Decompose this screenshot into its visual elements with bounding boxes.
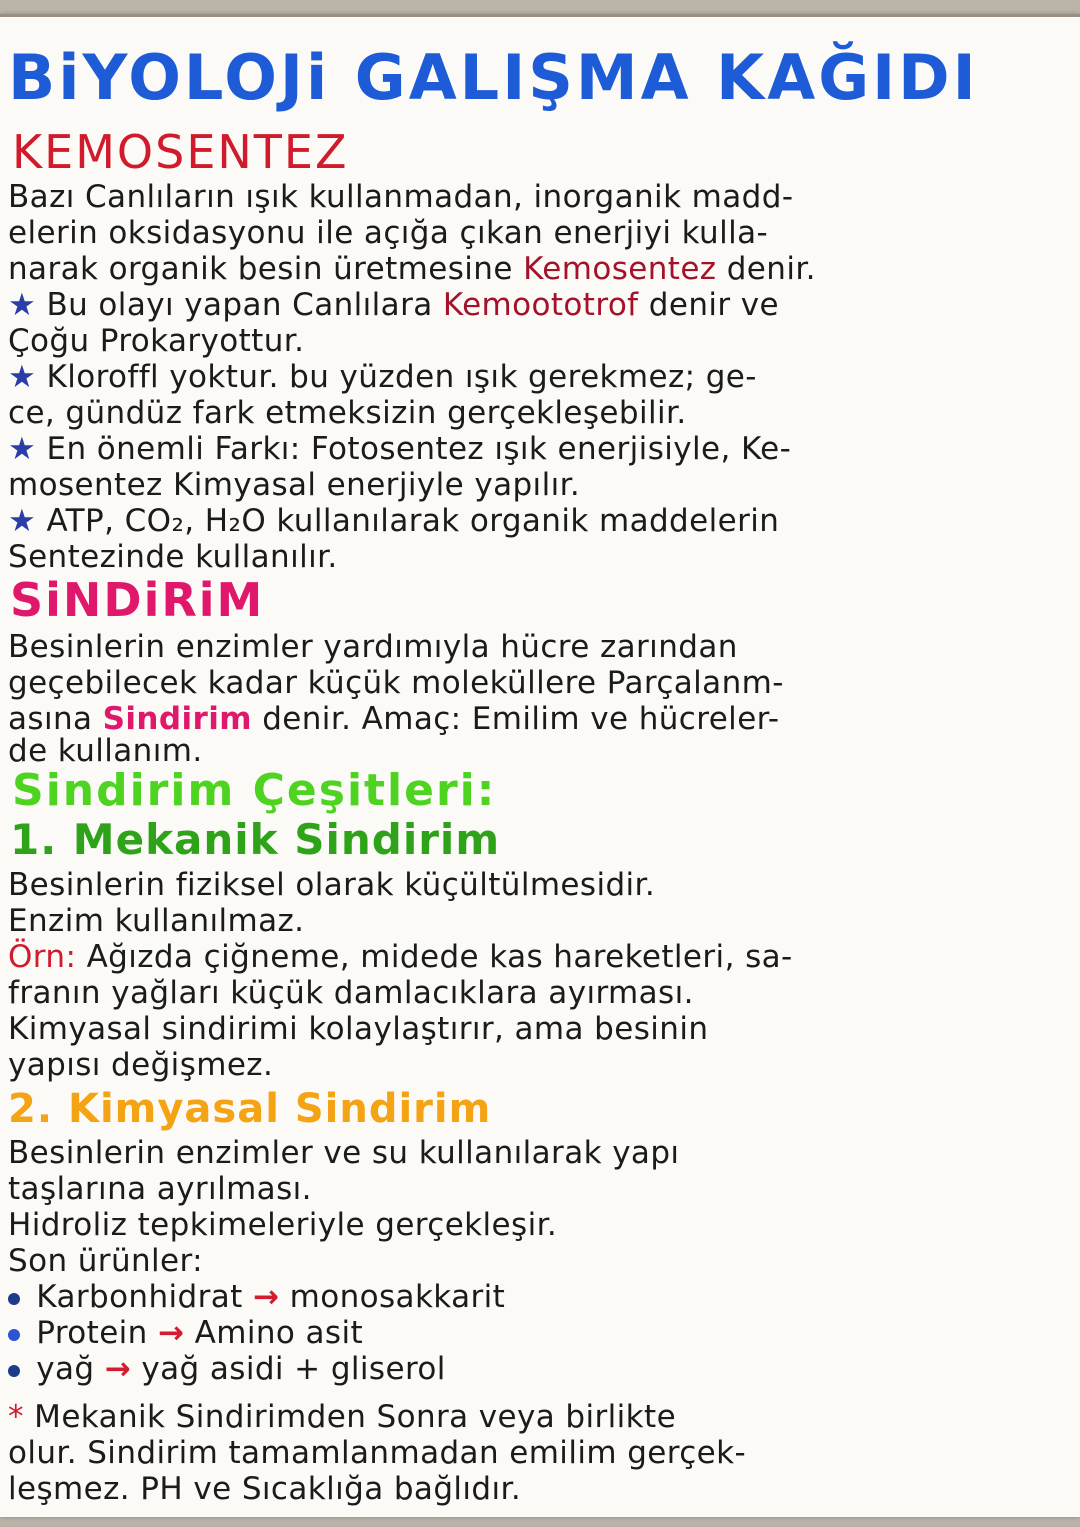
- text-line: [8, 359, 757, 395]
- text-line: ce, gündüz fark etmeksizin gerçekleşebilir.: [8, 395, 687, 431]
- text-line: Besinlerin fiziksel olarak küçültülmesidir.: [8, 867, 656, 903]
- text-line: olur. Sindirim tamamlanmadan emilim gerçek-: [8, 1435, 747, 1471]
- text-line: [8, 431, 791, 467]
- text-line: mosentez Kimyasal enerjiyle yapılır.: [8, 467, 581, 503]
- text-line: leşmez. PH ve Sıcaklığa bağlıdır.: [8, 1471, 522, 1507]
- text-line: [8, 1399, 676, 1435]
- text-line-part: Ağızda çiğneme, midede kas hareketleri, sa-: [86, 939, 793, 975]
- text-line-part: Mekanik Sindirimden Sonra veya birlikte: [34, 1399, 677, 1435]
- text-line: yapısı değişmez.: [8, 1047, 274, 1083]
- product-from: yağ: [36, 1351, 95, 1387]
- text-line: taşlarına ayrılması.: [8, 1171, 312, 1207]
- text-line: [8, 503, 779, 539]
- heading-kemosentez: KEMOSENTEZ: [12, 125, 349, 179]
- product-to: yağ asidi + gliserol: [141, 1351, 446, 1387]
- text-line-part: asına: [8, 701, 93, 737]
- arrow-right-icon: →: [252, 1279, 280, 1315]
- bullet-icon: [8, 1293, 20, 1305]
- star-icon: ★: [8, 287, 37, 323]
- text-line-part: denir.: [726, 251, 816, 287]
- bullet-icon: [8, 1365, 20, 1377]
- text-line: Kimyasal sindirimi kolaylaştırır, ama besinin: [8, 1011, 709, 1047]
- text-line: Sentezinde kullanılır.: [8, 539, 338, 575]
- text-line-part: Kloroffl yoktur. bu yüzden ışık gerekmez; ge-: [46, 359, 757, 395]
- list-item: [8, 1279, 505, 1315]
- text-line: de kullanım.: [8, 733, 203, 769]
- bullet-icon: [8, 1329, 20, 1341]
- text-line: [8, 287, 779, 323]
- star-icon: ★: [8, 431, 37, 467]
- text-line-part: denir ve: [648, 287, 779, 323]
- page-title: BiYOLOJi GALIŞMA KAĞIDI: [8, 41, 979, 114]
- term-sindirim: Sindirim: [102, 701, 252, 737]
- product-from: Karbonhidrat: [36, 1279, 243, 1315]
- text-line-part: En önemli Farkı: Fotosentez ışık enerjisiyle, Ke-: [46, 431, 792, 467]
- product-to: Amino asit: [194, 1315, 364, 1351]
- arrow-right-icon: →: [104, 1351, 132, 1387]
- text-line-part: ATP, CO₂, H₂O kullanılarak organik maddelerin: [46, 503, 780, 539]
- text-line: [8, 251, 816, 287]
- arrow-right-icon: →: [158, 1315, 185, 1351]
- text-line-part: Bu olayı yapan Canlılara: [46, 287, 433, 323]
- text-line: Besinlerin enzimler ve su kullanılarak yapı: [8, 1135, 680, 1171]
- text-line: geçebilecek kadar küçük moleküllere Parçalanm-: [8, 665, 784, 701]
- heading-sindirim: SiNDiRiM: [10, 573, 265, 627]
- text-line: Çoğu Prokaryottur.: [8, 323, 305, 359]
- heading-mekanik-sindirim: 1. Mekanik Sindirim: [10, 815, 501, 864]
- text-line: [8, 939, 793, 975]
- text-line: franın yağları küçük damlacıklara ayırması.: [8, 975, 694, 1011]
- term-kemosentez: Kemosentez: [523, 251, 717, 287]
- text-line: [8, 701, 779, 737]
- text-line: Son ürünler:: [8, 1243, 203, 1279]
- list-item: [8, 1351, 446, 1387]
- text-line: elerin oksidasyonu ile açığa çıkan enerjiyi kulla-: [8, 215, 769, 251]
- star-icon: ★: [8, 359, 37, 395]
- product-to: monosakkarit: [289, 1279, 506, 1315]
- asterisk-icon: *: [8, 1399, 24, 1435]
- heading-kimyasal-sindirim: 2. Kimyasal Sindirim: [8, 1086, 492, 1132]
- text-line-part: denir. Amaç: Emilim ve hücreler-: [262, 701, 780, 737]
- product-from: Protein: [36, 1315, 148, 1351]
- text-line: Besinlerin enzimler yardımıyla hücre zarından: [8, 629, 738, 665]
- text-line-part: narak organik besin üretmesine: [8, 251, 513, 287]
- term-kemoototrof: Kemoototrof: [442, 287, 639, 323]
- example-label: Örn:: [8, 939, 77, 975]
- text-line: Bazı Canlıların ışık kullanmadan, inorganik madd-: [8, 179, 794, 215]
- star-icon: ★: [8, 503, 37, 539]
- heading-sindirim-cesitleri: Sindirim Çeşitleri:: [12, 765, 497, 816]
- list-item: [8, 1315, 363, 1351]
- text-line: Hidroliz tepkimeleriyle gerçekleşir.: [8, 1207, 558, 1243]
- text-line: Enzim kullanılmaz.: [8, 903, 305, 939]
- worksheet-page: [0, 14, 1080, 1517]
